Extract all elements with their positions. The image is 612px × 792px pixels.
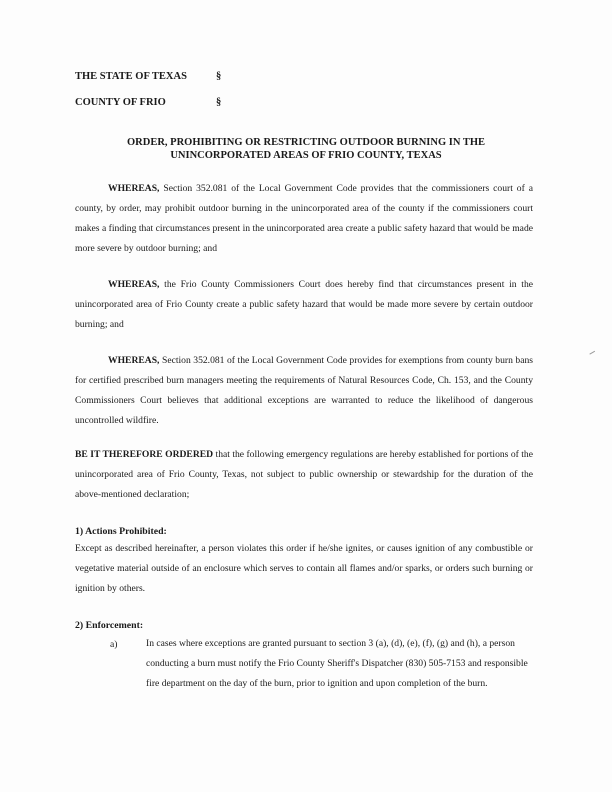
paragraph-lead: WHEREAS,: [108, 355, 160, 366]
whereas-paragraph-3: [75, 351, 533, 431]
section-2-heading: 2) Enforcement:: [75, 620, 144, 631]
paragraph-lead: WHEREAS,: [108, 279, 160, 290]
section-2-item-text: In cases where exceptions are granted pursuant to section 3 (a), (d), (e), (f), (g) and (h), a person conducting a burn must notify the Frio County Sheriff's Dispatcher (830) 505-7153 and responsible fire department on the day of the burn, prior to ignition and upon completion of the burn.: [146, 638, 528, 689]
caption-state: THE STATE OF TEXAS: [75, 71, 187, 82]
order-title-line-2: UNINCORPORATED AREAS OF FRIO COUNTY, TEXAS: [170, 150, 442, 161]
margin-mark: [589, 351, 596, 357]
whereas-paragraph-2: [75, 275, 533, 335]
paragraph-text: Section 352.081 of the Local Government Code provides that the commissioners court of a county, by order, may prohibit outdoor burning in the unincorporated area of the county if the commissioners court makes a finding that circumstances present in the unincorporated area create a public safety hazard that would be made more severe by outdoor burning; and: [75, 183, 533, 254]
section-symbol-county: §: [216, 97, 222, 108]
section-1-text: Except as described hereinafter, a person violates this order if he/she ignites, or causes ignition of any combustible or vegetative material outside of an enclosure which serves to contain all flames and/or sparks, or orders such burning or ignition by others.: [75, 543, 533, 594]
order-paragraph: [75, 445, 533, 505]
section-symbol-state: §: [216, 71, 222, 82]
paragraph-lead: BE IT THEREFORE ORDERED: [75, 449, 214, 460]
section-2-item-label: a): [110, 639, 118, 650]
paragraph-text: the Frio County Commissioners Court does hereby find that circumstances present in the unincorporated area of Frio County create a public safety hazard that would be made more severe by certain outdoor burning; and: [75, 279, 533, 330]
whereas-paragraph-1: [75, 179, 533, 259]
order-title-line-1: ORDER, PROHIBITING OR RESTRICTING OUTDOOR BURNING IN THE: [126, 137, 486, 148]
section-1-heading: 1) Actions Prohibited:: [75, 526, 167, 537]
paragraph-lead: WHEREAS,: [108, 183, 160, 194]
paragraph-text: that the following emergency regulations are hereby established for portions of the unincorporated area of Frio County, Texas, not subject to public ownership or stewardship for the duration of the above-mentioned declaration;: [75, 449, 533, 500]
caption-county: COUNTY OF FRIO: [75, 97, 166, 108]
order-title: [60, 136, 552, 162]
paragraph-text: Section 352.081 of the Local Government Code provides for exemptions from county burn bans for certified prescribed burn managers meeting the requirements of Natural Resources Code, Ch. 153, and the County Commissioners Court believes that additional exceptions are warranted to reduce the likelihood of dangerous uncontrolled wildfire.: [75, 355, 533, 426]
